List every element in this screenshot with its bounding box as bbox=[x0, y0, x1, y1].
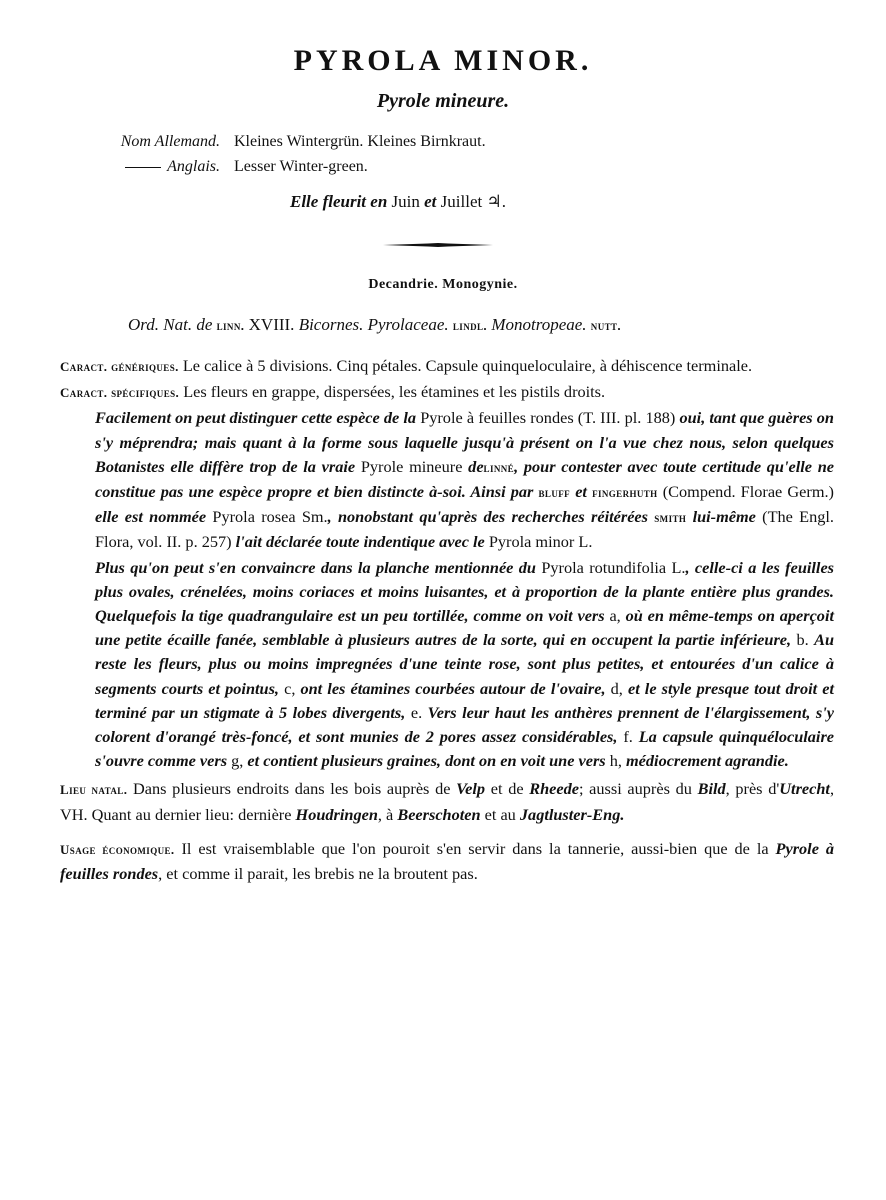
bloom-part-4: et bbox=[424, 192, 437, 211]
p1-s5: de bbox=[468, 456, 484, 476]
specific-text: Les fleurs en grappe, dispersées, les étamines et les pistils droits. bbox=[183, 382, 606, 402]
english-label-cell bbox=[70, 158, 230, 176]
bloom-part-1: Elle fleurit bbox=[290, 192, 367, 211]
p1-s1: Facilement on peut distinguer cette espèce de la bbox=[95, 408, 417, 428]
perennial-symbol: ♃. bbox=[486, 192, 506, 211]
p2-s17: et contient plusieurs graines, dont on en voit une vers bbox=[247, 751, 606, 771]
lieu-s3: et de bbox=[490, 779, 524, 799]
lieu-s14: Jagtluster-Eng. bbox=[519, 804, 625, 824]
p1-s11: (Compend. Florae Germ.) bbox=[662, 482, 834, 502]
p2-s16: g, bbox=[231, 751, 244, 771]
usage-s3: , et comme il parait, les brebis ne la broutent pas. bbox=[158, 864, 478, 884]
lieu-s2: Velp bbox=[456, 779, 486, 799]
p1-s13: Pyrola rosea bbox=[212, 507, 296, 527]
p2-s9: ont les étamines courbées autour de l'ovaire, bbox=[300, 678, 606, 698]
p1-s8: bluff bbox=[538, 485, 571, 501]
english-name-row bbox=[70, 158, 486, 183]
german-value: Kleines Wintergrün. Kleines Birnkraut. bbox=[234, 133, 486, 150]
order-f: lindl. bbox=[452, 318, 488, 333]
lieu-s1: Dans plusieurs endroits dans les bois auprès de bbox=[133, 779, 451, 799]
lieu-s6: Bild bbox=[697, 779, 726, 799]
lieu-s5: ; aussi auprès du bbox=[578, 779, 692, 799]
common-names bbox=[70, 133, 486, 183]
lieu-s12: Beerschoten bbox=[397, 804, 481, 824]
p1-s3: oui, tant que guères on s'y méprendra; mais quant à la forme sous laquelle jusqu'à présent on l'a vue chez nous, selon quelques Botanistes elle diffère trop de la vraie bbox=[95, 408, 834, 476]
page-subtitle: Pyrole mineure. bbox=[376, 90, 510, 112]
generic-label: Caract. génériques. bbox=[60, 359, 179, 374]
p2-s13: Vers leur haut les anthères prennent de l'élargissement, s'y colorent d'orangé très-foncé, et sont munies de 2 pores assez considérables, bbox=[95, 702, 835, 747]
flowering-period bbox=[290, 192, 506, 212]
page-title: PYROLA MINOR. bbox=[293, 44, 593, 77]
bloom-part-3: Juin bbox=[391, 192, 420, 211]
p1-s7: , pour contester avec toute certitude qu'elle ne constitue pas une espèce propre et bien distincte à-soi. Ainsi par bbox=[95, 456, 835, 502]
usage-s2: Pyrole à feuilles rondes bbox=[60, 838, 834, 884]
lieu-s11: , à bbox=[377, 804, 394, 824]
p2-s12: e. bbox=[410, 702, 423, 722]
usage-s1: Il est vraisemblable que l'on pouroit s'en servir dans la tannerie, aussi-bien que de la bbox=[181, 838, 769, 858]
lieu-s10: Houdringen bbox=[295, 804, 378, 824]
p1-s19: l'ait déclarée toute indentique avec le bbox=[235, 532, 485, 552]
lieu-s9: , VH. Quant au dernier lieu: dernière bbox=[60, 779, 835, 824]
order-b: linn. bbox=[216, 318, 245, 333]
ornamental-rule bbox=[383, 243, 493, 247]
native-habitat bbox=[60, 777, 834, 826]
p2-s4: a, bbox=[609, 606, 621, 626]
p1-s6: linné bbox=[483, 459, 515, 475]
p2-s14: f. bbox=[623, 727, 633, 747]
paragraph-distinction bbox=[60, 406, 834, 554]
paragraph-morphology bbox=[60, 556, 834, 774]
p1-s9: et bbox=[575, 482, 587, 502]
p1-s4: Pyrole mineure bbox=[360, 456, 463, 476]
p2-s3: , celle-ci a les feuilles plus ovales, crénelées, moins coriaces et moins luisantes, et à proportion de la plante entière plus grandes. Quelquefois la tige quadrangulaire est un peu tortillée, comme on voit vers bbox=[95, 557, 835, 626]
p1-s18: (The Engl. Flora, vol. II. p. 257) bbox=[95, 507, 835, 552]
usage-label: Usage économique. bbox=[60, 841, 175, 857]
p2-s6: b. bbox=[796, 630, 809, 650]
p1-s2: Pyrole à feuilles rondes (T. III. pl. 188) bbox=[420, 408, 676, 428]
p1-s10: fingerhuth bbox=[592, 485, 658, 501]
lieu-label: Lieu natal. bbox=[60, 782, 128, 798]
german-name-row bbox=[70, 133, 486, 158]
order-e: Pyrolaceae. bbox=[367, 315, 449, 334]
p2-s18: h, bbox=[609, 751, 622, 771]
lieu-s4: Rheede bbox=[529, 779, 579, 799]
p2-s19: médiocrement agrandie. bbox=[626, 751, 789, 771]
order-a: Ord. Nat. de bbox=[128, 315, 213, 334]
lieu-s13: et au bbox=[484, 804, 516, 824]
p1-s16: smith bbox=[654, 510, 687, 526]
p2-s5: où en même-temps on aperçoit une petite écaille fanée, semblable à plusieurs autres de la sorte, qui en occupent la partie inférieure, bbox=[95, 606, 834, 650]
lieu-s7: , près d' bbox=[725, 779, 780, 799]
p2-s7: Au reste les fleurs, plus ou moins impregnées d'une teinte rose, sont plus petites, et entourées d'un calice à segments courts et pointus, bbox=[95, 630, 835, 698]
economic-usage bbox=[60, 837, 834, 886]
generic-characters bbox=[60, 354, 834, 379]
p1-s14: Sm. bbox=[301, 507, 328, 527]
german-label: Nom Allemand. bbox=[120, 133, 220, 150]
natural-order bbox=[128, 315, 621, 335]
ditto-dash bbox=[125, 167, 161, 168]
description-body bbox=[60, 354, 834, 887]
english-label: Anglais. bbox=[167, 158, 220, 175]
lieu-s8: Utrecht bbox=[779, 779, 830, 799]
order-h: nutt. bbox=[590, 318, 622, 333]
p2-s8: c, bbox=[284, 678, 296, 698]
p2-s10: d, bbox=[610, 678, 623, 698]
order-c: XVIII. bbox=[248, 315, 295, 334]
bloom-part-5: Juillet bbox=[440, 192, 483, 211]
generic-text: Le calice à 5 divisions. Cinq pétales. Capsule quinqueloculaire, à déhiscence terminale. bbox=[182, 356, 753, 375]
p1-s20: Pyrola minor L. bbox=[488, 532, 593, 552]
p1-s12: elle est nommée bbox=[95, 507, 207, 527]
order-g: Monotropeae. bbox=[491, 315, 587, 334]
specific-characters bbox=[60, 380, 834, 405]
specific-label: Caract. spécifiques. bbox=[60, 385, 180, 401]
p1-s17: lui-même bbox=[692, 507, 756, 527]
p2-s1: Plus qu'on peut s'en convaincre dans la planche mentionnée du bbox=[95, 557, 536, 577]
order-d: Bicornes. bbox=[298, 315, 364, 334]
linnaean-classification: Decandrie. Monogynie. bbox=[368, 277, 518, 292]
english-value: Lesser Winter-green. bbox=[234, 158, 368, 175]
bloom-part-2: en bbox=[370, 192, 388, 211]
p1-s15: , nonobstant qu'après des recherches réitérées bbox=[327, 507, 648, 527]
p2-s15: La capsule quinquéloculaire s'ouvre comme vers bbox=[95, 727, 835, 771]
p2-s2: Pyrola rotundifolia L. bbox=[541, 557, 686, 577]
p2-s11: et le style presque tout droit et terminé par un stigmate à 5 lobes divergents, bbox=[95, 678, 834, 722]
